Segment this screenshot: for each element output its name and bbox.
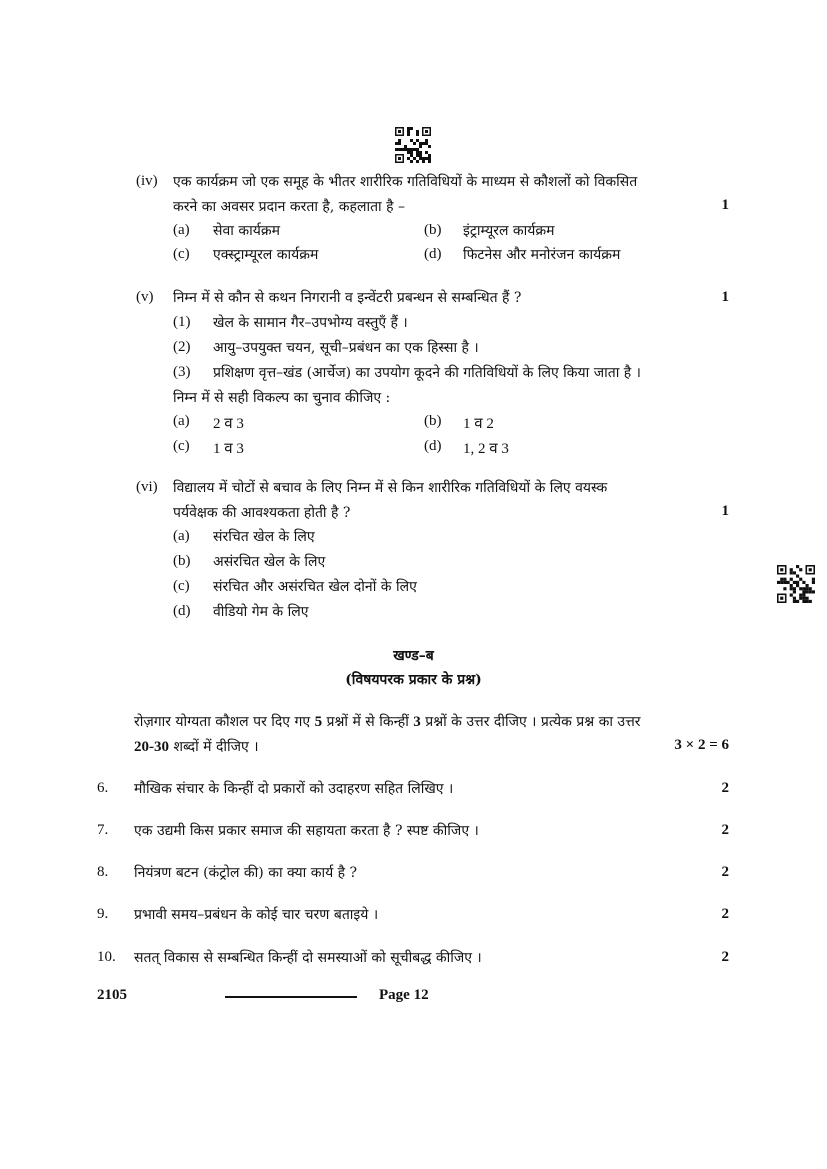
instruction-text: शब्दों में दीजिए । [169, 739, 259, 755]
question-marks: 2 [721, 906, 729, 922]
option-label: (b) [173, 553, 191, 569]
section-instruction-line2 [134, 737, 259, 756]
question-text: सतत् विकास से सम्बन्धित किन्हीं दो समस्याओं को सूचीबद्ध कीजिए । [134, 950, 482, 966]
qr-code-top [395, 127, 431, 163]
option-label: (a) [173, 413, 190, 429]
question-marks: 2 [721, 822, 729, 838]
option-text: 1 व 2 [463, 416, 494, 432]
question-number: 10. [97, 949, 116, 965]
statement-text: प्रशिक्षण वृत्त–खंड (आर्चेज) का उपयोग कूदने की गतिविधियों के लिए किया जाता है । [213, 365, 641, 381]
question-marks: 2 [721, 780, 729, 796]
question-number: 7. [97, 822, 109, 838]
question-number: 6. [97, 780, 109, 796]
section-instruction-line1 [134, 712, 640, 731]
question-iv-marks: 1 [721, 197, 729, 213]
option-text: एक्स्ट्राम्यूरल कार्यक्रम [213, 247, 319, 263]
question-marks: 2 [721, 949, 729, 965]
option-text: 2 व 3 [213, 416, 244, 432]
option-label: (d) [173, 603, 191, 619]
option-label: (c) [173, 246, 190, 262]
option-label: (c) [173, 578, 190, 594]
question-iv-line2: करने का अवसर प्रदान करता है, कहलाता है – [173, 199, 406, 215]
option-label: (a) [173, 222, 190, 238]
statement-label: (1) [173, 314, 191, 330]
question-text: नियंत्रण बटन (कंट्रोल की) का क्या कार्य है ? [134, 865, 358, 881]
question-vi-line2: पर्यवेक्षक की आवश्यकता होती है ? [173, 505, 351, 521]
option-text: असंरचित खेल के लिए [213, 554, 326, 570]
instruction-count: 5 [314, 714, 323, 730]
question-text: एक उद्यमी किस प्रकार समाज की सहायता करता है ? स्पष्ट कीजिए । [134, 823, 479, 839]
question-v-number: (v) [136, 289, 154, 305]
option-text: वीडियो गेम के लिए [213, 604, 309, 620]
question-iv-line1: एक कार्यक्रम जो एक समूह के भीतर शारीरिक गतिविधियों के माध्यम से कौशलों को विकसित [173, 174, 638, 190]
question-iv-number: (iv) [136, 173, 158, 189]
statement-text: खेल के सामान गैर–उपभोग्य वस्तुएँ हैं । [213, 315, 408, 331]
paper-code: 2105 [97, 987, 127, 1003]
word-limit: 20-30 [134, 739, 169, 755]
statement-text: आयु–उपयुक्त चयन, सूची–प्रबंधन का एक हिस्सा है । [213, 340, 479, 356]
question-vi-marks: 1 [721, 503, 729, 519]
question-v-marks: 1 [721, 289, 729, 305]
instruction-text: रोज़गार योग्यता कौशल पर दिए गए [134, 714, 315, 730]
question-v-instruction: निम्न में से सही विकल्प का चुनाव कीजिए : [173, 390, 391, 406]
question-vi-number: (vi) [136, 479, 158, 495]
option-label: (d) [424, 438, 442, 454]
question-v-line1: निम्न में से कौन से कथन निगरानी व इन्वेंटरी प्रबन्धन से सम्बन्धित हैं ? [173, 290, 522, 306]
option-text: फिटनेस और मनोरंजन कार्यक्रम [463, 247, 621, 263]
instruction-text: प्रश्नों के उत्तर दीजिए । प्रत्येक प्रश्न का उत्तर [420, 714, 641, 730]
question-marks: 2 [721, 864, 729, 880]
option-text: इंट्राम्यूरल कार्यक्रम [463, 223, 555, 239]
question-number: 8. [97, 864, 109, 880]
question-text: प्रभावी समय–प्रबंधन के कोई चार चरण बताइये । [134, 907, 379, 923]
option-label: (c) [173, 438, 190, 454]
statement-label: (2) [173, 339, 191, 355]
section-subtitle: (विषयपरक प्रकार के प्रश्न) [345, 672, 482, 688]
option-text: संरचित खेल के लिए [213, 529, 315, 545]
page-number: Page 12 [379, 987, 429, 1003]
footer-rule [225, 996, 357, 998]
option-text: 1 व 3 [213, 441, 244, 457]
option-text: 1, 2 व 3 [463, 441, 509, 457]
option-label: (b) [424, 222, 442, 238]
qr-code-side [777, 565, 815, 603]
option-text: सेवा कार्यक्रम [213, 223, 280, 239]
instruction-count: 3 [413, 714, 421, 730]
section-marks-formula: 3 × 2 = 6 [674, 737, 729, 753]
option-label: (d) [424, 246, 442, 262]
question-number: 9. [97, 906, 109, 922]
option-text: संरचित और असंरचित खेल दोनों के लिए [213, 579, 417, 595]
option-label: (b) [424, 413, 442, 429]
section-title: खण्ड–ब [393, 648, 434, 664]
option-label: (a) [173, 528, 190, 544]
instruction-text: प्रश्नों में से किन्हीं [322, 714, 414, 730]
question-vi-line1: विद्यालय में चोटों से बचाव के लिए निम्न में से किन शारीरिक गतिविधियों के लिए वयस्क [173, 480, 608, 496]
statement-label: (3) [173, 364, 191, 380]
question-text: मौखिक संचार के किन्हीं दो प्रकारों को उदाहरण सहित लिखिए । [134, 781, 454, 797]
